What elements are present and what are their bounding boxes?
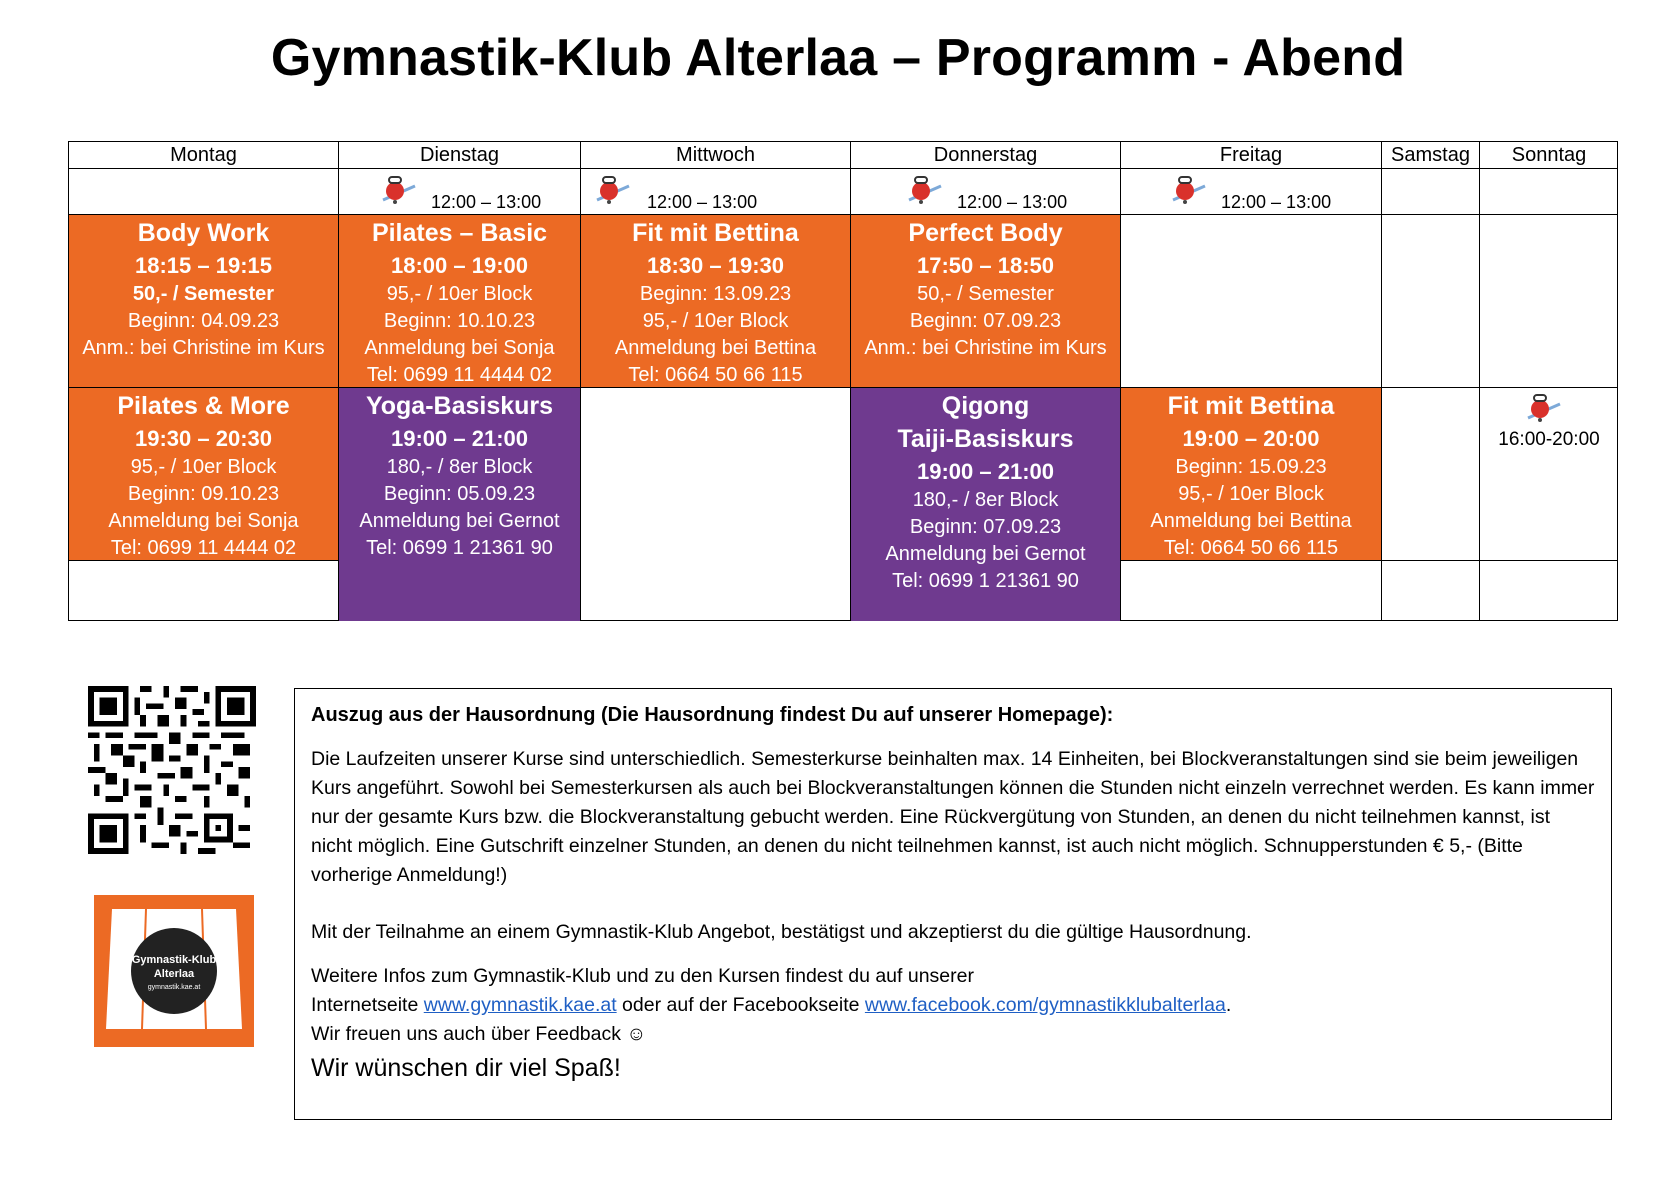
- course-pilates-basic: [339, 215, 581, 388]
- course-fit-mit-bettina-mittwoch: [581, 215, 851, 388]
- lunch-cell-samstag: [1382, 169, 1480, 215]
- empty-cell: [1121, 215, 1382, 388]
- course-phone: Tel: 0699 11 4444 02: [110, 537, 297, 559]
- logo-line2: Alterlaa: [153, 968, 195, 980]
- course-name: Pilates & More: [117, 392, 290, 420]
- course-name: Body Work: [137, 219, 270, 247]
- lunch-cell-sonntag: [1480, 169, 1618, 215]
- course-price: 180,- / 8er Block: [912, 489, 1059, 511]
- kettlebell-icon: [905, 174, 945, 206]
- empty-cell: [69, 561, 339, 621]
- rules-info-line1: Weitere Infos zum Gymnastik-Klub und zu den Kursen findest du auf unserer: [311, 965, 974, 987]
- kettlebell-icon: [1524, 392, 1564, 424]
- course-yoga-basiskurs: [339, 388, 581, 621]
- lunch-cell-mittwoch: [581, 169, 851, 215]
- course-start: Beginn: 07.09.23: [909, 310, 1062, 332]
- course-phone: Tel: 0699 1 21361 90: [366, 537, 553, 559]
- course-name: Fit mit Bettina: [632, 219, 799, 247]
- course-contact: Anmeldung bei Gernot: [359, 510, 560, 532]
- rules-heading: Auszug aus der Hausordnung (Die Hausordnung findest Du auf unserer Homepage):: [311, 704, 1114, 726]
- empty-cell: [1382, 561, 1480, 621]
- course-start: Beginn: 07.09.23: [909, 516, 1062, 538]
- course-price: 50,- / Semester: [917, 283, 1054, 305]
- info-suffix: .: [1225, 994, 1232, 1016]
- kettlebell-icon: [593, 174, 633, 206]
- info-prefix: Internetseite: [311, 994, 424, 1016]
- empty-cell: [581, 388, 851, 621]
- lunch-time: 12:00 – 13:00: [431, 192, 542, 212]
- page-title: Gymnastik-Klub Alterlaa – Programm - Abend: [270, 29, 1406, 87]
- lunch-time: 12:00 – 13:00: [1221, 192, 1332, 212]
- course-name: Yoga-Basiskurs: [365, 392, 554, 420]
- website-link[interactable]: www.gymnastik.kae.at: [423, 994, 617, 1016]
- course-time: 19:00 – 20:00: [1182, 426, 1320, 451]
- course-start: Beginn: 15.09.23: [1175, 456, 1327, 478]
- course-phone: Tel: 0699 1 21361 90: [892, 570, 1079, 592]
- day-header-montag: Montag: [69, 142, 339, 169]
- rules-feedback: Wir freuen uns auch über Feedback ☺: [311, 1023, 647, 1045]
- course-time: 19:30 – 20:30: [135, 426, 272, 451]
- day-header-sonntag: Sonntag: [1480, 142, 1618, 169]
- empty-cell: [1480, 561, 1618, 621]
- lunch-cell-dienstag: [339, 169, 581, 215]
- course-price: 180,- / 8er Block: [386, 456, 533, 478]
- rules-wish: Wir wünschen dir viel Spaß!: [311, 1054, 621, 1082]
- lunch-cell-donnerstag: [851, 169, 1121, 215]
- course-price: 95,- / 10er Block: [130, 456, 277, 478]
- schedule-table: [68, 141, 1618, 621]
- course-phone: Tel: 0699 11 4444 02: [366, 364, 553, 386]
- house-rules-box: [294, 688, 1612, 1120]
- course-name: Pilates – Basic: [371, 219, 548, 247]
- course-contact: Anm.: bei Christine im Kurs: [82, 337, 325, 359]
- course-start: Beginn: 05.09.23: [383, 483, 536, 505]
- course-pilates-more: [69, 388, 339, 561]
- kettlebell-icon: [379, 174, 419, 206]
- empty-cell: [1480, 215, 1618, 388]
- course-body-work: [69, 215, 339, 388]
- course-start: Beginn: 10.10.23: [383, 310, 536, 332]
- course-time: 18:00 – 19:00: [391, 253, 528, 278]
- facebook-link[interactable]: www.facebook.com/gymnastikklubalterlaa: [864, 994, 1226, 1016]
- logo-text: [94, 953, 254, 995]
- empty-cell: [1121, 561, 1382, 621]
- lunch-cell-freitag: [1121, 169, 1382, 215]
- rules-paragraph: Die Laufzeiten unserer Kurse sind unterschiedlich. Semesterkurse beinhalten max. 14 Einheiten, bei Blockveranstaltungen sind sie beim jeweiligen Kurs angeführt. Sowohl bei Semesterkursen als auch bei Blockveranstaltungen können die Stunden nicht einzeln verrechnet werden. Es kann immer nur der gesamte Kurs bzw. die Blockveranstaltung gebucht werden. Eine Rückvergütung von Stunden, an denen du nicht teilnehmen kannst, ist nicht möglich. Eine Gutschrift einzelner Stunden, an denen du nicht teilnehmen kannst, ist auch nicht möglich. Schnupperstunden € 5,- (Bitte vorherige Anmeldung!): [311, 748, 1595, 886]
- sunday-slot-cell: [1480, 388, 1618, 561]
- rules-acceptance: Mit der Teilnahme an einem Gymnastik-Klub Angebot, bestätigst und akzeptierst du die gültige Hausordnung.: [311, 921, 1252, 943]
- course-price: 95,- / 10er Block: [642, 310, 789, 332]
- course-contact: Anm.: bei Christine im Kurs: [864, 337, 1107, 359]
- day-header-mittwoch: Mittwoch: [581, 142, 851, 169]
- course-fit-mit-bettina-freitag: [1121, 388, 1382, 561]
- day-header-samstag: Samstag: [1382, 142, 1480, 169]
- empty-cell: [1382, 215, 1480, 388]
- lunch-time: 12:00 – 13:00: [647, 192, 758, 212]
- course-time: 18:30 – 19:30: [647, 253, 784, 278]
- course-time: 19:00 – 21:00: [391, 426, 528, 451]
- empty-cell: [1382, 388, 1480, 561]
- course-start: Beginn: 04.09.23: [127, 310, 280, 332]
- day-header-dienstag: Dienstag: [339, 142, 581, 169]
- course-time: 17:50 – 18:50: [917, 253, 1054, 278]
- day-header-donnerstag: Donnerstag: [851, 142, 1121, 169]
- course-time: 18:15 – 19:15: [135, 253, 272, 278]
- course-name: Perfect Body: [908, 219, 1063, 247]
- club-logo: [94, 895, 254, 1047]
- course-price: 95,- / 10er Block: [1178, 483, 1324, 505]
- logo-line3: gymnastik.kae.at: [147, 984, 201, 991]
- course-contact: Anmeldung bei Sonja: [364, 337, 555, 359]
- course-price: 95,- / 10er Block: [386, 283, 533, 305]
- course-start: Beginn: 13.09.23: [639, 283, 792, 305]
- course-phone: Tel: 0664 50 66 115: [1163, 537, 1339, 559]
- course-phone: Tel: 0664 50 66 115: [628, 364, 803, 386]
- day-header-freitag: Freitag: [1121, 142, 1382, 169]
- qr-code[interactable]: [88, 686, 256, 854]
- lunch-time: 12:00 – 13:00: [957, 192, 1068, 212]
- course-perfect-body: [851, 215, 1121, 388]
- course-start: Beginn: 09.10.23: [127, 483, 280, 505]
- logo-line1: Gymnastik-Klub: [131, 954, 217, 966]
- course-qigong-taiji: [851, 388, 1121, 621]
- course-contact: Anmeldung bei Bettina: [614, 337, 817, 359]
- course-time: 19:00 – 21:00: [917, 459, 1054, 484]
- lunch-cell-montag: [69, 169, 339, 215]
- course-name-line2: Taiji-Basiskurs: [897, 425, 1074, 453]
- info-mid: oder auf der Facebookseite: [616, 994, 865, 1016]
- course-name: Qigong: [941, 392, 1030, 420]
- kettlebell-icon: [1169, 174, 1209, 206]
- course-name: Fit mit Bettina: [1167, 392, 1335, 420]
- sunday-slot-time: 16:00-20:00: [1498, 429, 1600, 450]
- rules-info-line2: [311, 991, 1595, 1020]
- course-contact: Anmeldung bei Gernot: [885, 543, 1086, 565]
- course-contact: Anmeldung bei Sonja: [108, 510, 299, 532]
- course-contact: Anmeldung bei Bettina: [1150, 510, 1352, 532]
- course-price: 50,- / Semester: [132, 283, 275, 305]
